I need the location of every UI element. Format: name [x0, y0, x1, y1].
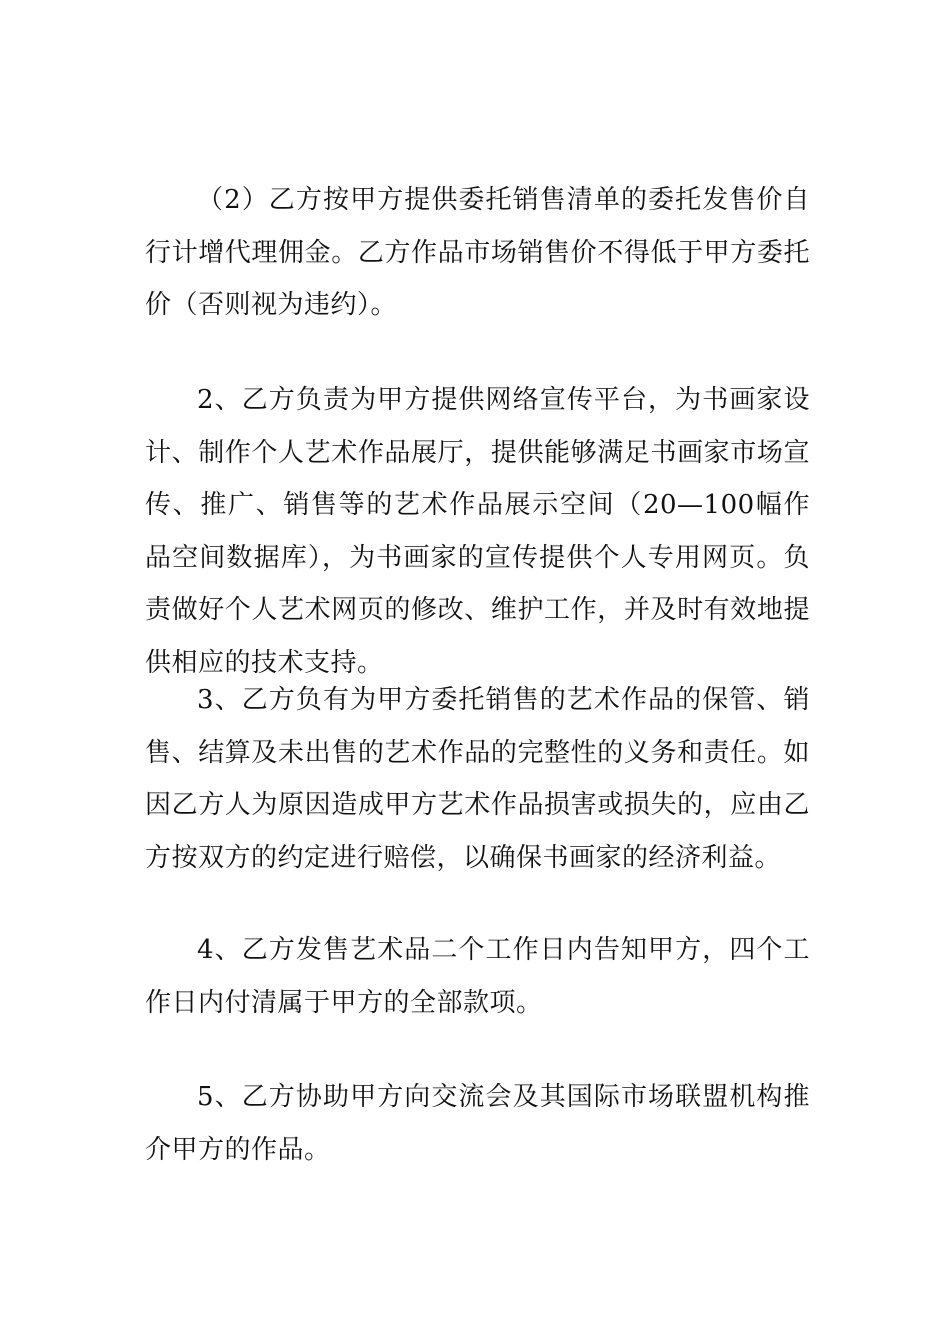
- paragraph-clause-2: 2、乙方负责为甲方提供网络宣传平台，为书画家设计、制作个人艺术作品展厅，提供能够满足书画家市场宣传、推广、销售等的艺术作品展示空间（20—100幅作品空间数据库），为书画家的宣传提供个人专用网页。负责做好个人艺术网页的修改、维护工作，并及时有效地提供相应的技术支持。: [145, 385, 810, 678]
- paragraph-clause-3: 3、乙方负有为甲方委托销售的艺术作品的保管、销售、结算及未出售的艺术作品的完整性的义务和责任。如因乙方人为原因造成甲方艺术作品损害或损失的，应由乙方按双方的约定进行赔偿，以确保书画家的经济利益。: [145, 685, 810, 873]
- paragraph-clause-2-2: （2）乙方按甲方提供委托销售清单的委托发售价自行计增代理佣金。乙方作品市场销售价不得低于甲方委托价（否则视为违约）。: [145, 185, 810, 320]
- paragraph-clause-5: 5、乙方协助甲方向交流会及其国际市场联盟机构推介甲方的作品。: [145, 1082, 810, 1165]
- paragraph-clause-4: 4、乙方发售艺术品二个工作日内告知甲方，四个工作日内付清属于甲方的全部款项。: [145, 935, 810, 1018]
